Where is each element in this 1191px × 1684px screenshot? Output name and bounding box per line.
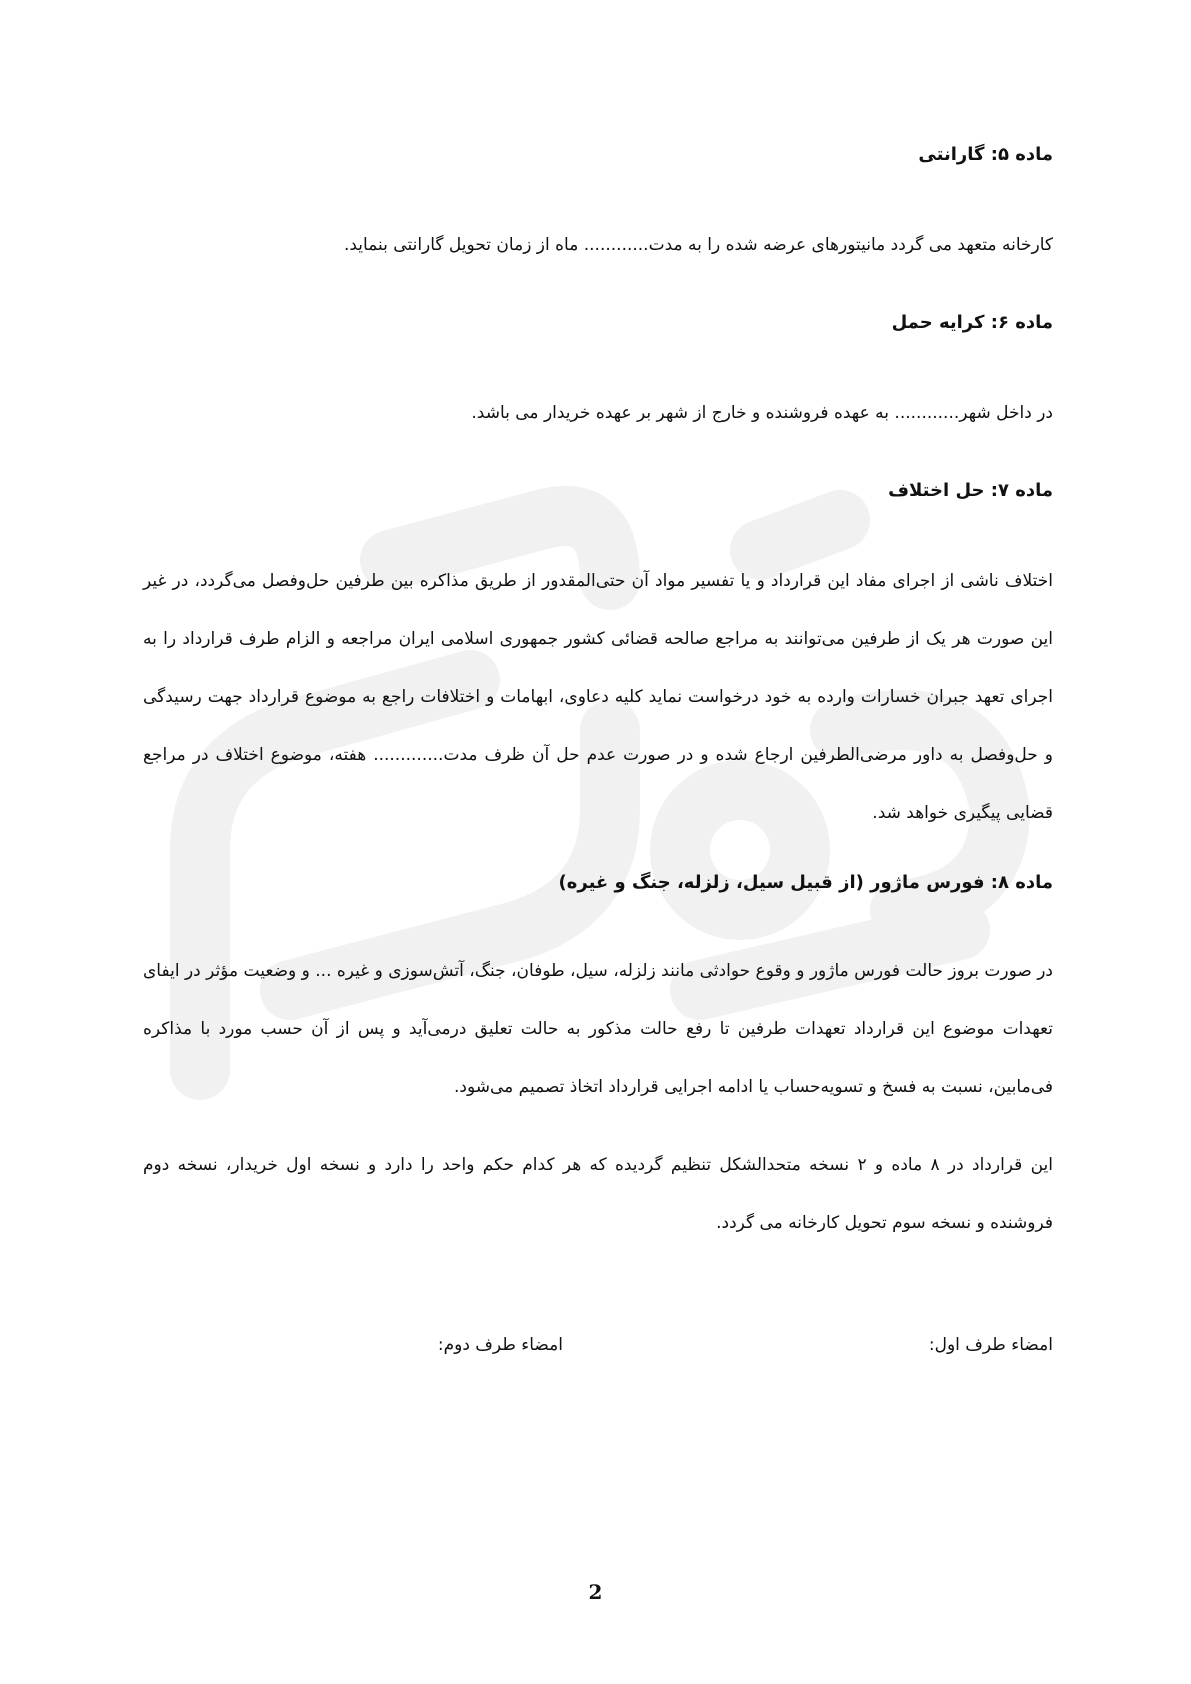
article-5 — [143, 140, 1053, 274]
second-party-signature-label: امضاء طرف دوم: — [437, 1335, 563, 1355]
page-number: 2 — [588, 1580, 603, 1604]
article-6-heading: ماده ۶: کرایه حمل — [891, 312, 1053, 333]
article-7-heading: ماده ۷: حل اختلاف — [888, 480, 1053, 501]
article-8-paragraph: در صورت بروز حالت فورس ماژور و وقوع حوادثی مانند زلزله، سیل، طوفان، جنگ، آتش‌سوزی و غیره ... و وضعیت مؤثر در ایفای تعهدات موضوع این قرارداد تعهدات طرفین تا رفع حالت مذکور به حالت تعلیق درمی‌آید و پس از آن حسب مورد با مذاکره فی‌مابین، نسبت به فسخ و تسویه‌حساب یا ادامه اجرایی قرارداد اتخاذ تصمیم می‌شود. — [143, 961, 1053, 1097]
article-7 — [143, 476, 1053, 842]
article-5-paragraph: کارخانه متعهد می گردد مانیتورهای عرضه شده را به مدت............ ماه از زمان تحویل گارانتی بنماید. — [343, 235, 1053, 255]
article-8-heading: ماده ۸: فورس ماژور (از قبیل سیل، زلزله، جنگ و غیره) — [558, 872, 1053, 893]
article-6-paragraph: در داخل شهر............ به عهده فروشنده و خارج از شهر بر عهده خریدار می باشد. — [471, 403, 1053, 423]
article-6 — [143, 308, 1053, 442]
signature-row — [143, 1335, 1053, 1365]
first-party-signature-label: امضاء طرف اول: — [928, 1335, 1053, 1355]
article-8 — [143, 868, 1053, 1252]
closing-paragraph: این قرارداد در ۸ ماده و ۲ نسخه متحدالشکل تنظیم گردیده که هر کدام حکم واحد را دارد و نسخه اول خریدار، نسخه دوم فروشنده و نسخه سوم تحویل کارخانه می گردد. — [143, 1155, 1053, 1233]
document-body — [143, 140, 1053, 1252]
article-5-heading: ماده ۵: گارانتی — [918, 144, 1053, 165]
article-7-paragraph: اختلاف ناشی از اجرای مفاد این قرارداد و یا تفسیر مواد آن حتی‌المقدور از طریق مذاکره بین طرفین حل‌وفصل می‌گردد، در غیر این صورت هر یک از طرفین می‌توانند به مراجع صالحه قضائی کشور جمهوری اسلامی ایران مراجعه و الزام طرف قرارداد را به اجرای تعهد جبران خسارات وارده به خود درخواست نماید کلیه دعاوی، ابهامات و اختلافات راجع به موضوع قرارداد جهت رسیدگی و حل‌وفصل به داور مرضی‌الطرفین ارجاع شده و در صورت عدم حل آن ظرف مدت............. هفته، موضوع اختلاف در مراجع قضایی پیگیری خواهد شد. — [143, 571, 1053, 823]
